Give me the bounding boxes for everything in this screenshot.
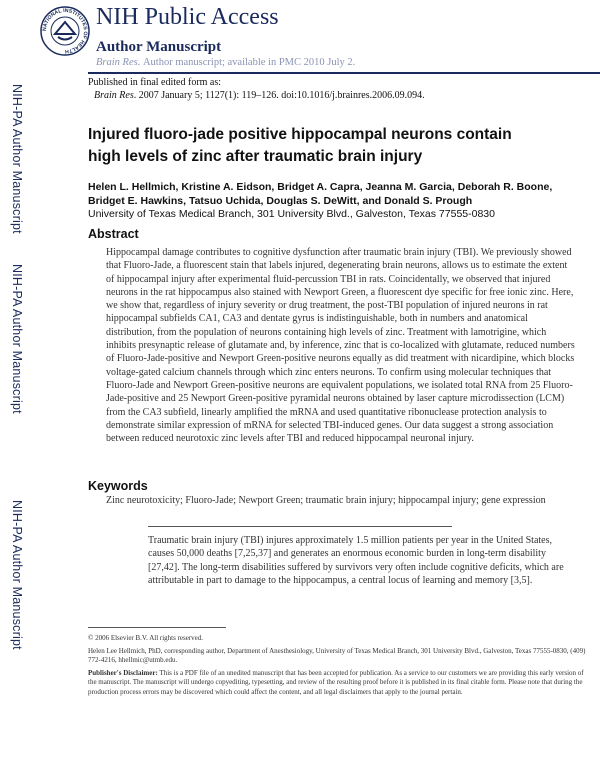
nih-public-access-title: NIH Public Access [96, 4, 279, 30]
copyright-note: © 2006 Elsevier B.V. All rights reserved. [88, 634, 204, 642]
publication-info [88, 76, 425, 102]
keywords-heading: Keywords [88, 479, 148, 493]
section-divider [148, 526, 452, 527]
intro-paragraph: Traumatic brain injury (TBI) injures approximately 1.5 million patients per year in the United States, causes 50,000 deaths [7,25,37] and generates an enormous economic burden in long-term disability [27,42]. The long-term disabilities suffered by survivors very often include cognitive deficits, which are attributable in part to damage to the hippocampus, a central locus of learning and memory [3,5]. [148, 535, 564, 586]
keywords-text: Zinc neurotoxicity; Fluoro-Jade; Newport Green; traumatic brain injury; hippocampal injury; gene expression [106, 495, 546, 506]
citation-line: Brain Res. 2007 January 5; 1127(1): 119–126. doi:10.1016/j.brainres.2006.09.094. [94, 90, 425, 101]
publisher-disclaimer: Publisher's Disclaimer: This is a PDF file of an unedited manuscript that has been accepted for publication. As a service to our customers we are providing this early version of the manuscript. The manuscript will undergo copyediting, typesetting, and review of the resulting proof before it is published in its final citable form. Please note that during the production process errors may be discovered which could affect the content, and all legal disclaimers that apply to the journal pertain. [88, 669, 584, 696]
availability-text: Author manuscript; available in PMC 2010 July 2. [142, 57, 356, 68]
author-list: Helen L. Hellmich, Kristine A. Eidson, Bridget A. Capra, Jeanna M. Garcia, Deborah R. Boone, Bridget E. Hawkins, Tatsuo Uchida, Douglas S. DeWitt, and Donald S. Prough [88, 181, 553, 207]
journal-name: Brain Res. [96, 57, 141, 68]
footnote-rule [88, 627, 226, 628]
abstract-heading: Abstract [88, 227, 139, 241]
availability-line [96, 57, 355, 68]
author-manuscript-label: Author Manuscript [96, 39, 222, 55]
correspondence-note: Helen Lee Hellmich, PhD, corresponding author, Department of Anesthesiology, University of Texas Medical Branch, 301 University Blvd., Galveston, Texas 77555-0830, (409) 772-4216, hhellmic@utmb.edu. [88, 647, 586, 665]
header-rule [88, 72, 600, 74]
nih-seal-logo [40, 6, 90, 56]
svg-text:NATIONAL INSTITUTES OF HEALTH: NATIONAL INSTITUTES OF HEALTH [41, 7, 89, 55]
abstract-text: Hippocampal damage contributes to cognitive dysfunction after traumatic brain injury (TBI). We previously showed that Fluoro-Jade, a fluorescent stain that labels injured, degenerating brain neurons, allows us to estimate the extent of hippocampal injury after experimental fluid-percussion TBI in rats. Coincidentally, we observed that injured neurons in the rat hippocampus also stained with Newport Green, a fluorescent dye specific for free ionic zinc. Here, we show that, regardless of injury severity or drug treatment, the post-TBI population of injured neurons in rat hippocampal subfields CA1, CA3 and dentate gyrus is indistinguishable, both in numbers and anatomical distribution, from the population of neurons containing high levels of zinc. Treatment with lamotrigine, which inhibits presynaptic release of glutamate and, by inference, zinc that is co-localized with glutamate, reduced numbers of Fluoro-Jade-positive and Newport Green-positive neurons equally as did treatment with nicardipine, which blocks voltage-gated calcium channels through which zinc enters neurons. To confirm using molecular techniques that Fluoro-Jade and Newport Green-positive neurons are equivalent populations, we isolated total RNA from 25 Fluoro-Jade-positive and 25 Newport Green-positive pyramidal neurons obtained by laser capture microdissection (LCM) from the CA3 subfield, linearly amplified the mRNA and used quantitative ribonuclease protection analysis to demonstrate similar expression of mRNA for selected TBI-induced genes. Our data suggest a strong association between reduced neurotoxic zinc levels after TBI and reduced hippocampal neuronal injury. [106, 247, 575, 445]
sidebar-label-middle: NIH-PA Author Manuscript [10, 264, 24, 414]
article-title: Injured fluoro-jade positive hippocampal neurons contain high levels of zinc after traumatic brain injury [88, 126, 512, 165]
affiliation: University of Texas Medical Branch, 301 University Blvd., Galveston, Texas 77555-0830 [88, 208, 495, 220]
sidebar-label-bottom: NIH-PA Author Manuscript [10, 500, 24, 650]
sidebar-label-top: NIH-PA Author Manuscript [10, 84, 24, 234]
published-line: Published in final edited form as: [88, 77, 222, 88]
